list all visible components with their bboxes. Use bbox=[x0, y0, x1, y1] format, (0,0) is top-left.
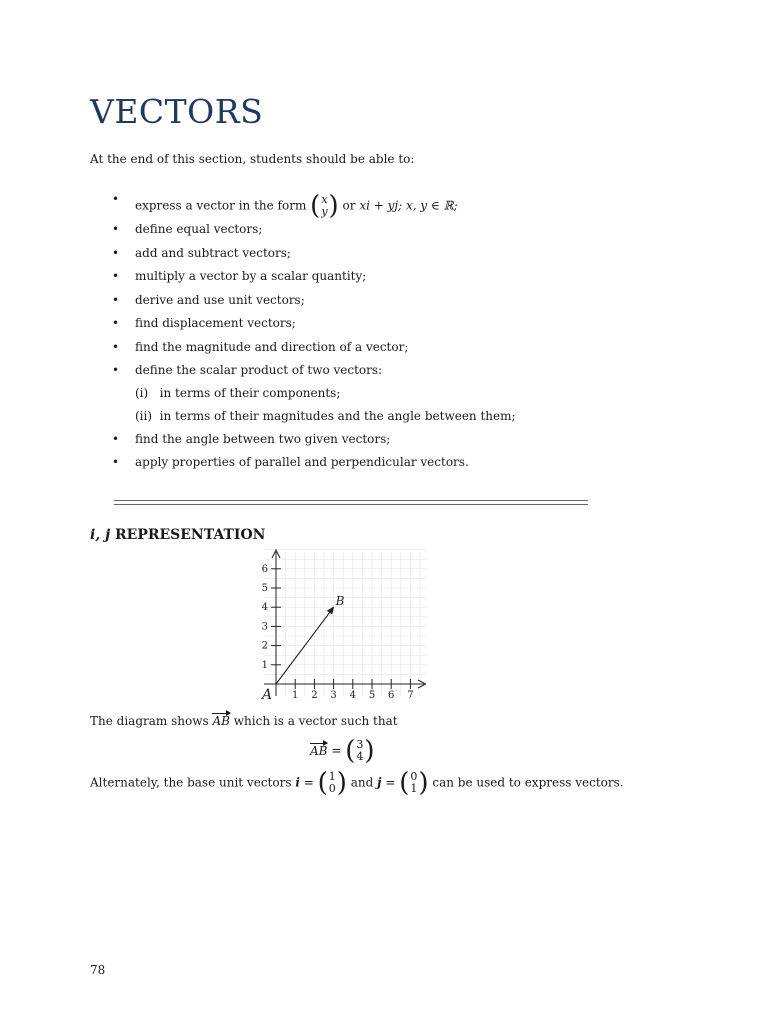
point-label: B bbox=[335, 594, 345, 609]
objective-or: or bbox=[342, 198, 356, 213]
y-tick-label: 1 bbox=[261, 659, 268, 671]
x-tick-label: 6 bbox=[388, 690, 395, 701]
y-tick-label: 4 bbox=[261, 602, 268, 614]
bullet: • bbox=[112, 192, 120, 206]
objective-text: find displacement vectors; bbox=[135, 316, 296, 330]
x-tick-label: 5 bbox=[368, 690, 376, 701]
unit-j: j bbox=[377, 775, 382, 790]
vector-ab-lhs: AB bbox=[310, 743, 328, 758]
section-heading-ij: i, j bbox=[90, 527, 111, 543]
paragraph-unit-vectors: Alternately, the base unit vectors i = (1 0) and j = (0 1) can be used to express vectors. bbox=[90, 768, 624, 798]
sub-objective-item: (ii) in terms of their magnitudes and the angle between them; bbox=[135, 409, 516, 423]
objective-math: xi + yj; x, y ∈ ℝ; bbox=[359, 198, 458, 213]
bullet: • bbox=[112, 222, 120, 236]
x-tick-label: 3 bbox=[330, 690, 337, 701]
bullet: • bbox=[112, 246, 120, 260]
bullet: • bbox=[112, 455, 120, 469]
x-tick-label: 4 bbox=[349, 690, 356, 701]
divider-bottom bbox=[114, 504, 588, 505]
objective-text: derive and use unit vectors; bbox=[135, 293, 305, 307]
column-vector-ab: (3 4) bbox=[345, 736, 375, 766]
objective-text: find the angle between two given vectors; bbox=[135, 432, 391, 446]
vector-arrowhead bbox=[328, 607, 334, 614]
bullet: • bbox=[112, 293, 120, 307]
bullet: • bbox=[112, 432, 120, 446]
unit-i: i bbox=[295, 775, 300, 790]
section-heading-text: REPRESENTATION bbox=[115, 527, 266, 543]
x-tick-label: 7 bbox=[407, 690, 414, 701]
vector-ab: AB bbox=[212, 714, 230, 728]
bullet: • bbox=[112, 340, 120, 354]
objective-text: define equal vectors; bbox=[135, 222, 263, 236]
y-tick-label: 3 bbox=[261, 621, 268, 633]
paragraph-diagram: The diagram shows AB which is a vector such that bbox=[90, 714, 398, 728]
y-tick-label: 5 bbox=[261, 583, 268, 594]
objective-label: express a vector in the form bbox=[135, 198, 307, 213]
bullet: • bbox=[112, 316, 120, 330]
sub-objective-item: (i) in terms of their components; bbox=[135, 386, 341, 400]
divider-top bbox=[114, 500, 588, 501]
vector-graph bbox=[256, 546, 426, 706]
equation-ab: AB = (3 4) bbox=[310, 736, 375, 766]
page-number: 78 bbox=[90, 963, 106, 977]
x-tick-label: 2 bbox=[311, 690, 318, 701]
x-tick-label: 1 bbox=[292, 690, 299, 701]
page-title: VECTORS bbox=[90, 92, 264, 131]
column-vector-i: (1 0) bbox=[317, 768, 347, 798]
column-vector-j: (0 1) bbox=[399, 768, 429, 798]
y-tick-label: 2 bbox=[261, 640, 268, 652]
bullet: • bbox=[112, 269, 120, 283]
objective-text: add and subtract vectors; bbox=[135, 246, 291, 260]
objective-text: multiply a vector by a scalar quantity; bbox=[135, 269, 367, 283]
section-heading bbox=[90, 527, 265, 543]
objective-text: define the scalar product of two vectors: bbox=[135, 363, 383, 377]
y-tick-label: 6 bbox=[261, 563, 268, 575]
intro-text: At the end of this section, students should be able to: bbox=[90, 152, 415, 166]
objective-text: find the magnitude and direction of a vector; bbox=[135, 340, 409, 354]
objective-text: apply properties of parallel and perpendicular vectors. bbox=[135, 455, 469, 469]
origin-label: A bbox=[262, 687, 273, 703]
bullet: • bbox=[112, 363, 120, 377]
column-vector: (x y) bbox=[310, 191, 339, 221]
